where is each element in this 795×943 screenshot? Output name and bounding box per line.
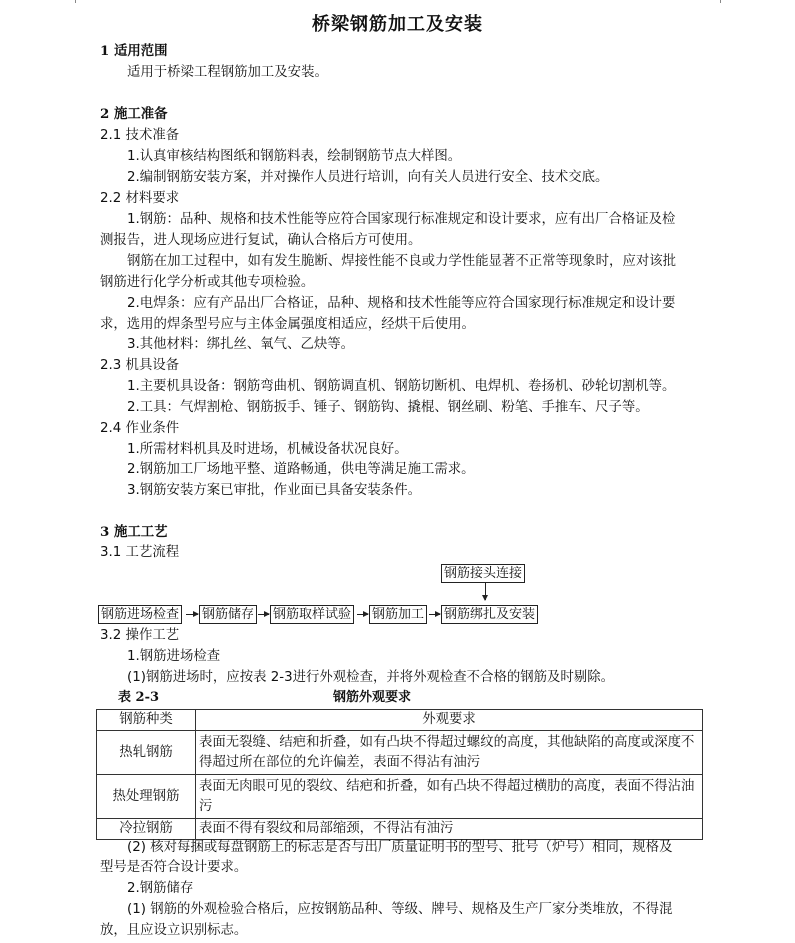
- subsection-heading: 2.2 材料要求: [100, 191, 180, 206]
- paragraph: (1)钢筋进场时，应按表 2-3进行外观检查，并将外观检查不合格的钢筋及时剔除。: [127, 670, 614, 685]
- flow-box-rebar-splice: 钢筋接头连接: [441, 564, 525, 583]
- table-cell-requirement: 表面无肉眼可见的裂纹、结疤和折叠，如有凸块不得超过横肋的高度，表面不得沾油污: [196, 775, 703, 819]
- flow-box-step-5: 钢筋绑扎及安装: [441, 605, 538, 624]
- paragraph: 型号是否符合设计要求。: [100, 860, 248, 875]
- paragraph: 1.主要机具设备：钢筋弯曲机、钢筋调直机、钢筋切断机、电焊机、卷扬机、砂轮切割机等。: [127, 379, 676, 394]
- paragraph: 2.电焊条：应有产品出厂合格证，品种、规格和技术性能等应符合国家现行标准规定和设计要: [127, 296, 676, 311]
- appearance-requirements-table: [96, 709, 703, 840]
- table-header-cell: 外观要求: [196, 710, 703, 731]
- subsection-heading: 3.1 工艺流程: [100, 545, 180, 560]
- flow-box-step-1: 钢筋进场检查: [98, 605, 182, 624]
- paragraph: 1.所需材料机具及时进场，机械设备状况良好。: [127, 442, 408, 457]
- section-1-heading: 1 适用范围: [100, 43, 168, 59]
- paragraph: 1.认真审核结构图纸和钢筋料表，绘制钢筋节点大样图。: [127, 149, 462, 164]
- flow-box-step-3: 钢筋取样试验: [270, 605, 354, 624]
- paragraph: 适用于桥梁工程钢筋加工及安装。: [127, 65, 328, 80]
- paragraph: 求，选用的焊条型号应与主体金属强度相适应，经烘干后使用。: [100, 317, 475, 332]
- subsection-heading: 2.4 作业条件: [100, 421, 180, 436]
- paragraph: (1) 钢筋的外观检验合格后，应按钢筋品种、等级、牌号、规格及生产厂家分类堆放，不得混: [127, 902, 673, 917]
- paragraph: 钢筋在加工过程中，如有发生脆断、焊接性能不良或力学性能显著不正常等现象时，应对该批: [127, 254, 677, 269]
- paragraph: 3.钢筋安装方案已审批，作业面已具备安装条件。: [127, 483, 421, 498]
- table-title: 钢筋外观要求: [333, 690, 412, 705]
- flow-arrow: [186, 614, 198, 615]
- flow-arrow: [429, 614, 440, 615]
- paragraph: 2.钢筋加工厂场地平整、道路畅通，供电等满足施工需求。: [127, 462, 475, 477]
- subsection-heading: 2.3 机具设备: [100, 358, 180, 373]
- table-cell-kind: 热处理钢筋: [97, 775, 196, 819]
- subsection-heading: 3.2 操作工艺: [100, 628, 180, 643]
- table-header-cell: 钢筋种类: [97, 710, 196, 731]
- paragraph: 2.工具：气焊割枪、钢筋扳手、锤子、钢筋钩、撬棍、钢丝刷、粉笔、手推车、尺子等。: [127, 400, 649, 415]
- paragraph: 2.钢筋储存: [127, 881, 194, 896]
- flow-box-step-2: 钢筋储存: [199, 605, 257, 624]
- page-edge-mark-left: [75, 0, 76, 3]
- paragraph: 钢筋进行化学分析或其他专项检验。: [100, 275, 315, 290]
- flow-arrow-down: [485, 583, 486, 600]
- table-cell-kind: 热轧钢筋: [97, 731, 196, 775]
- table-cell-requirement: 表面不得有裂纹和局部缩颈，不得沾有油污: [196, 819, 703, 840]
- table-row: [97, 819, 703, 840]
- paragraph: 放，且应设立识别标志。: [100, 923, 248, 938]
- paragraph: 1.钢筋：品种、规格和技术性能等应符合国家现行标准规定和设计要求，应有出厂合格证及检: [127, 212, 676, 227]
- paragraph: 2.编制钢筋安装方案，并对操作人员进行培训，向有关人员进行安全、技术交底。: [127, 170, 609, 185]
- table-header-row: [97, 710, 703, 731]
- paragraph: (2) 核对每捆或每盘钢筋上的标志是否与出厂质量证明书的型号、批号（炉号）相同，规格及: [127, 840, 673, 855]
- paragraph: 测报告，进人现场应进行复试，确认合格后方可使用。: [100, 233, 422, 248]
- table-number: 表 2-3: [118, 690, 160, 705]
- paragraph: 3.其他材料：绑扎丝、氧气、乙炔等。: [127, 337, 355, 352]
- table-cell-requirement: 表面无裂缝、结疤和折叠，如有凸块不得超过螺纹的高度，其他缺陷的高度或深度不得超过所在部位的允许偏差，表面不得沾有油污: [196, 731, 703, 775]
- table-row: [97, 775, 703, 819]
- flow-arrow: [258, 614, 269, 615]
- subsection-heading: 2.1 技术准备: [100, 128, 180, 143]
- table-row: [97, 731, 703, 775]
- section-3-heading: 3 施工工艺: [100, 524, 168, 540]
- table-cell-kind: 冷拉钢筋: [97, 819, 196, 840]
- section-2-heading: 2 施工准备: [100, 106, 168, 122]
- flow-box-step-4: 钢筋加工: [369, 605, 427, 624]
- document-title: 桥梁钢筋加工及安装: [312, 14, 483, 35]
- flow-arrow: [357, 614, 368, 615]
- page-edge-mark-right: [720, 0, 721, 3]
- paragraph: 1.钢筋进场检查: [127, 649, 221, 664]
